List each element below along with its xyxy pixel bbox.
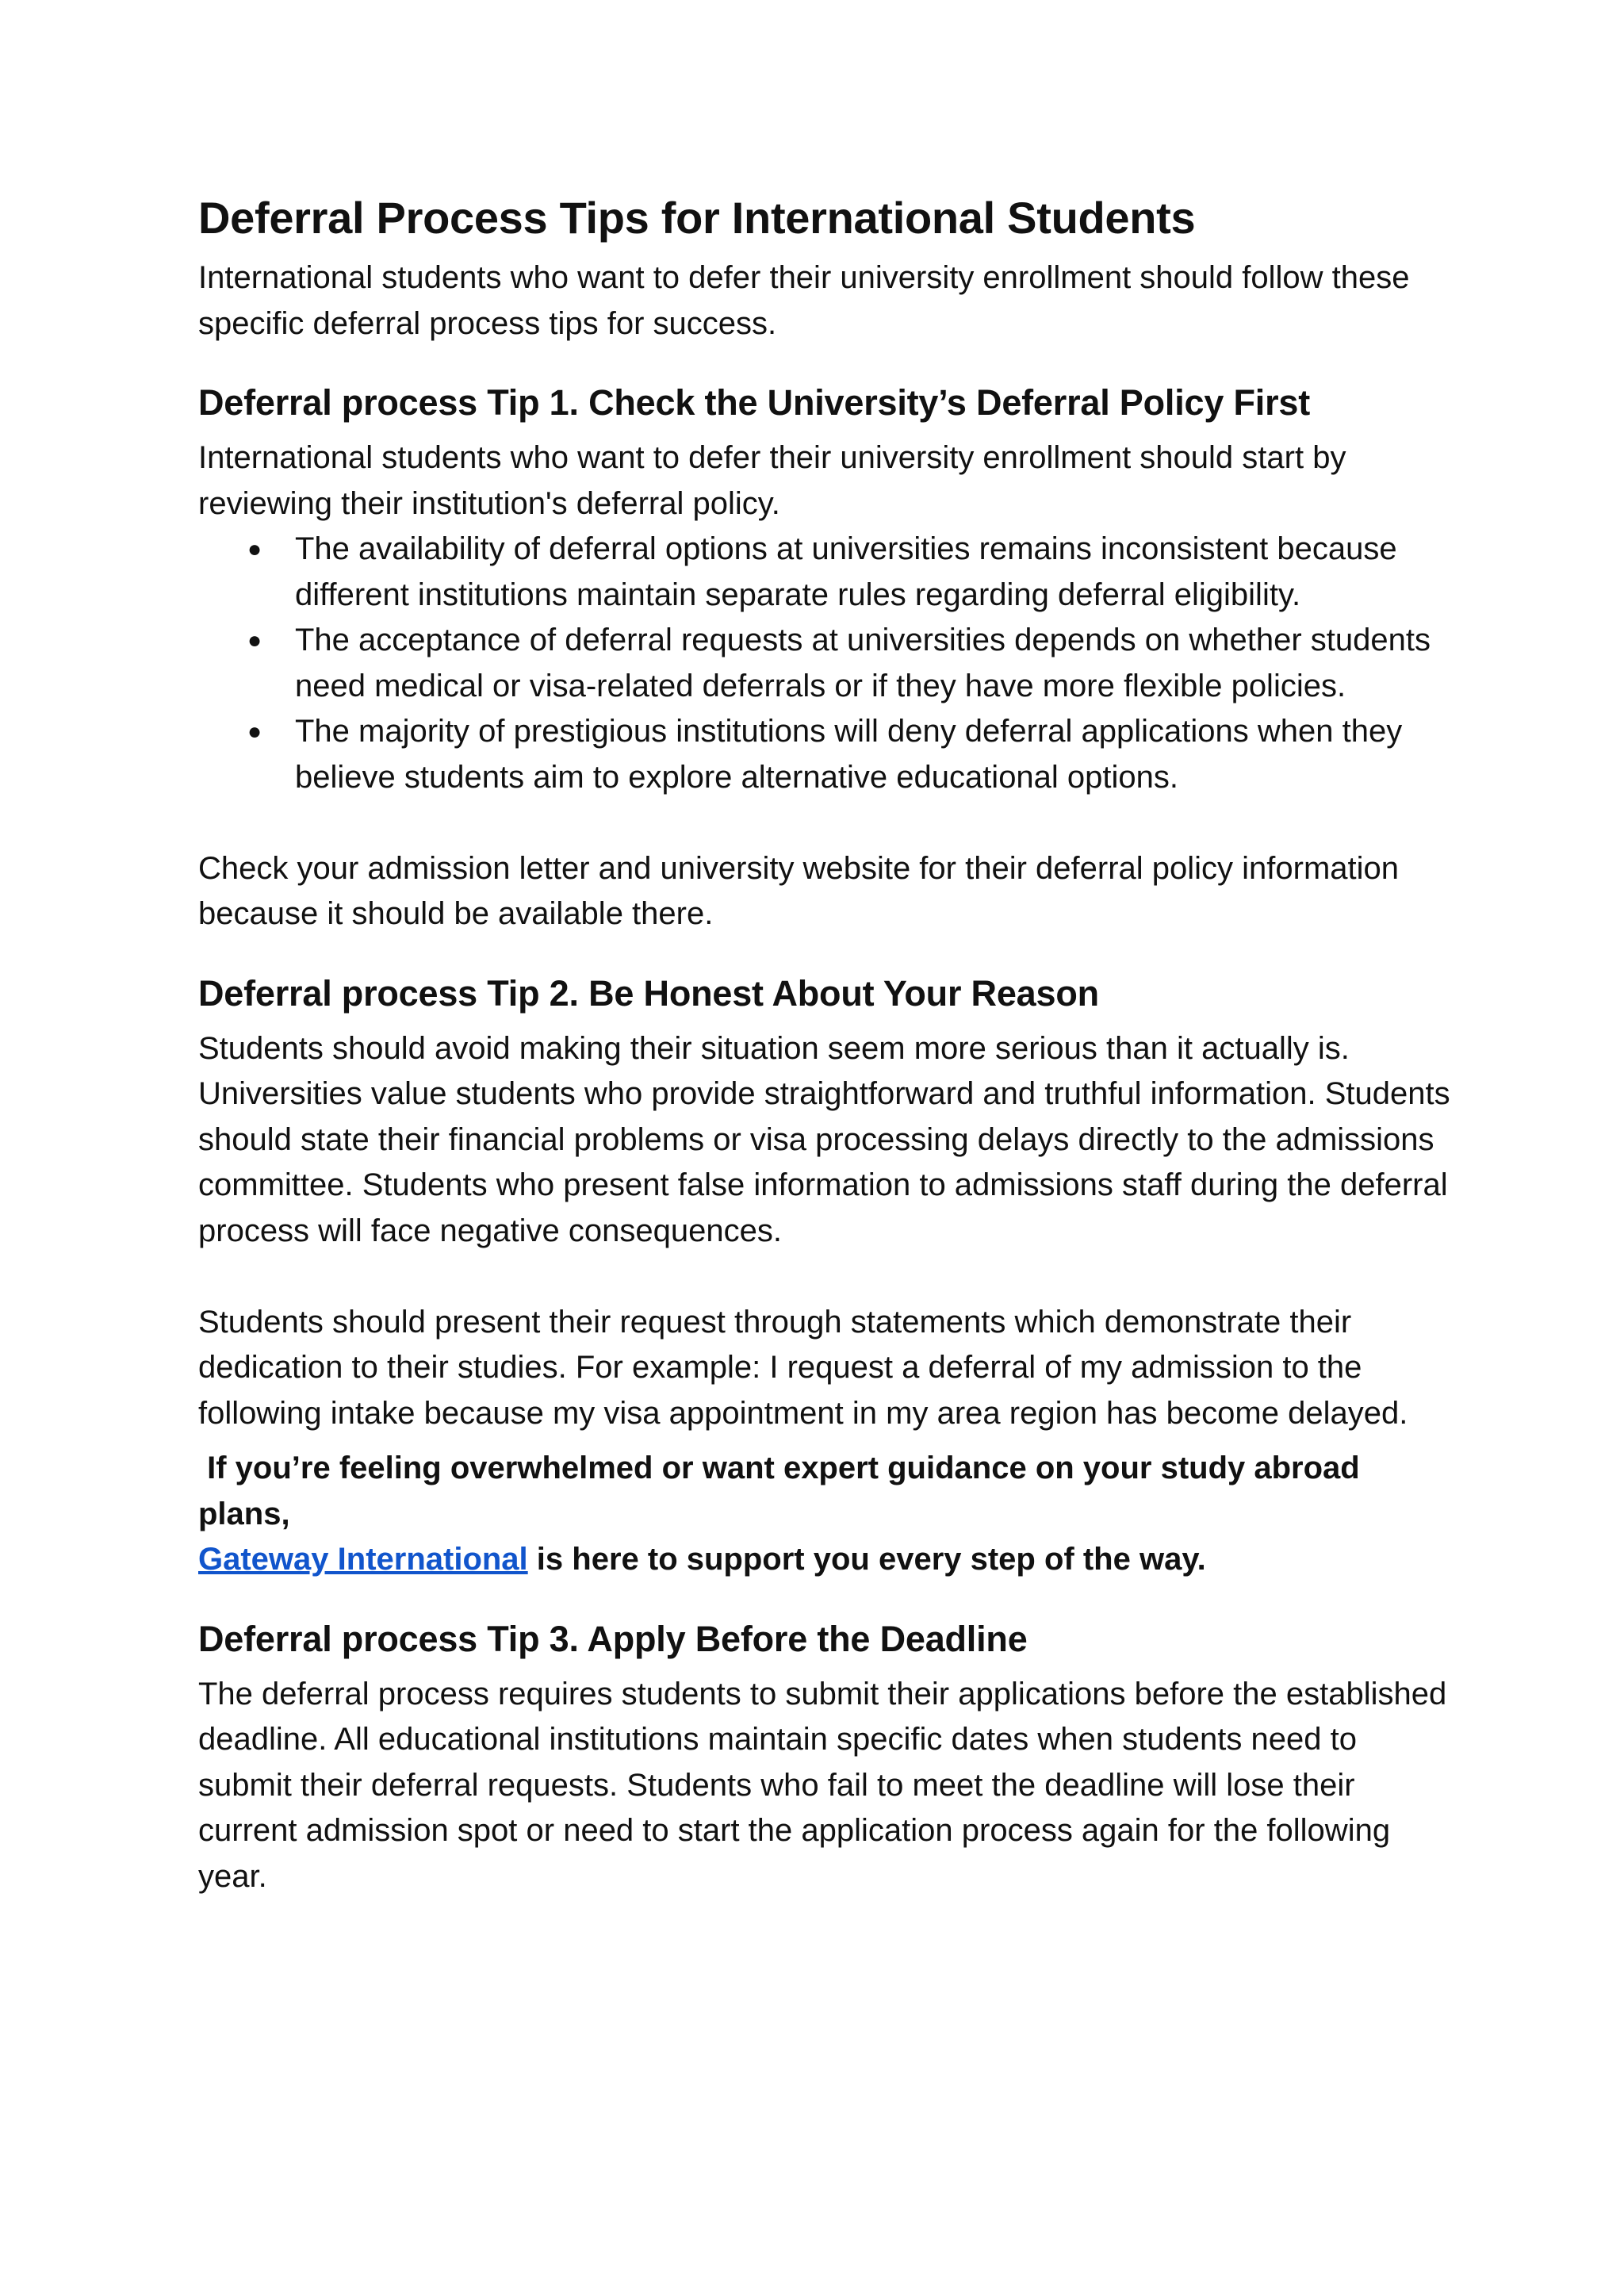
bullet-icon: ● (247, 719, 262, 745)
tip-2-section (198, 971, 1451, 1437)
tip-1-closing-paragraph: Check your admission letter and university website for their deferral policy information because it should be available there. (198, 850, 1400, 931)
tip-3-section (198, 1616, 1451, 1900)
tip-1-paragraph: International students who want to defer their university enrollment should start by reviewing their institution's deferral policy. (198, 440, 1346, 521)
cta-callout (198, 1446, 1451, 1583)
list-item-text: The availability of deferral options at universities remains inconsistent because different institutions maintain separate rules regarding deferral eligibility. (295, 531, 1397, 612)
tip-1-bullet-list (198, 527, 1451, 800)
document-page (198, 190, 1451, 1899)
list-item-text: The majority of prestigious institutions will deny deferral applications when they believe students aim to explore alternative educational options. (295, 714, 1403, 795)
bullet-icon: ● (247, 536, 262, 562)
paragraph-spacer (198, 800, 1451, 846)
tip-2-heading: Deferral process Tip 2. Be Honest About Your Reason (198, 972, 1099, 1014)
list-item-text: The acceptance of deferral requests at universities depends on whether students need medical or visa-related deferrals or if they have more flexible policies. (295, 623, 1431, 703)
bullet-icon: ● (247, 627, 262, 654)
document-title: Deferral Process Tips for International Students (198, 193, 1196, 243)
list-item (247, 618, 1451, 709)
tip-3-paragraph: The deferral process requires students to submit their applications before the established deadline. All educational institutions maintain specific dates when students need to submit their deferral requests. Students who fail to meet the deadline will lose their current admission spot or need to start the application process again for the following year. (198, 1676, 1447, 1894)
tip-1-heading: Deferral process Tip 1. Check the University’s Deferral Policy First (198, 382, 1310, 423)
list-item (247, 527, 1451, 618)
list-item (247, 709, 1451, 800)
tip-2-paragraph-1: Students should avoid making their situation seem more serious than it actually is. Universities value students who provide straightforward and truthful information. Students should state their financial problems or visa processing delays directly to the admissions committee. Students who present false information to admissions staff during the deferral process will face negative consequences. (198, 1030, 1450, 1248)
intro-paragraph: International students who want to defer their university enrollment should follow these specific deferral process tips for success. (198, 260, 1410, 341)
cta-tail-text: is here to support you every step of the way. (536, 1542, 1206, 1577)
gateway-international-link[interactable]: Gateway International (198, 1542, 528, 1577)
tip-2-paragraph-2: Students should present their request through statements which demonstrate their dedication to their studies. For example: I request a deferral of my admission to the following intake because my visa appointment in my area region has become delayed. (198, 1304, 1408, 1431)
tip-3-heading: Deferral process Tip 3. Apply Before the Deadline (198, 1618, 1028, 1659)
tip-1-section (198, 380, 1451, 937)
cta-lead-text: If you’re feeling overwhelmed or want expert guidance on your study abroad plans, (198, 1451, 1360, 1531)
paragraph-spacer (198, 1254, 1451, 1300)
